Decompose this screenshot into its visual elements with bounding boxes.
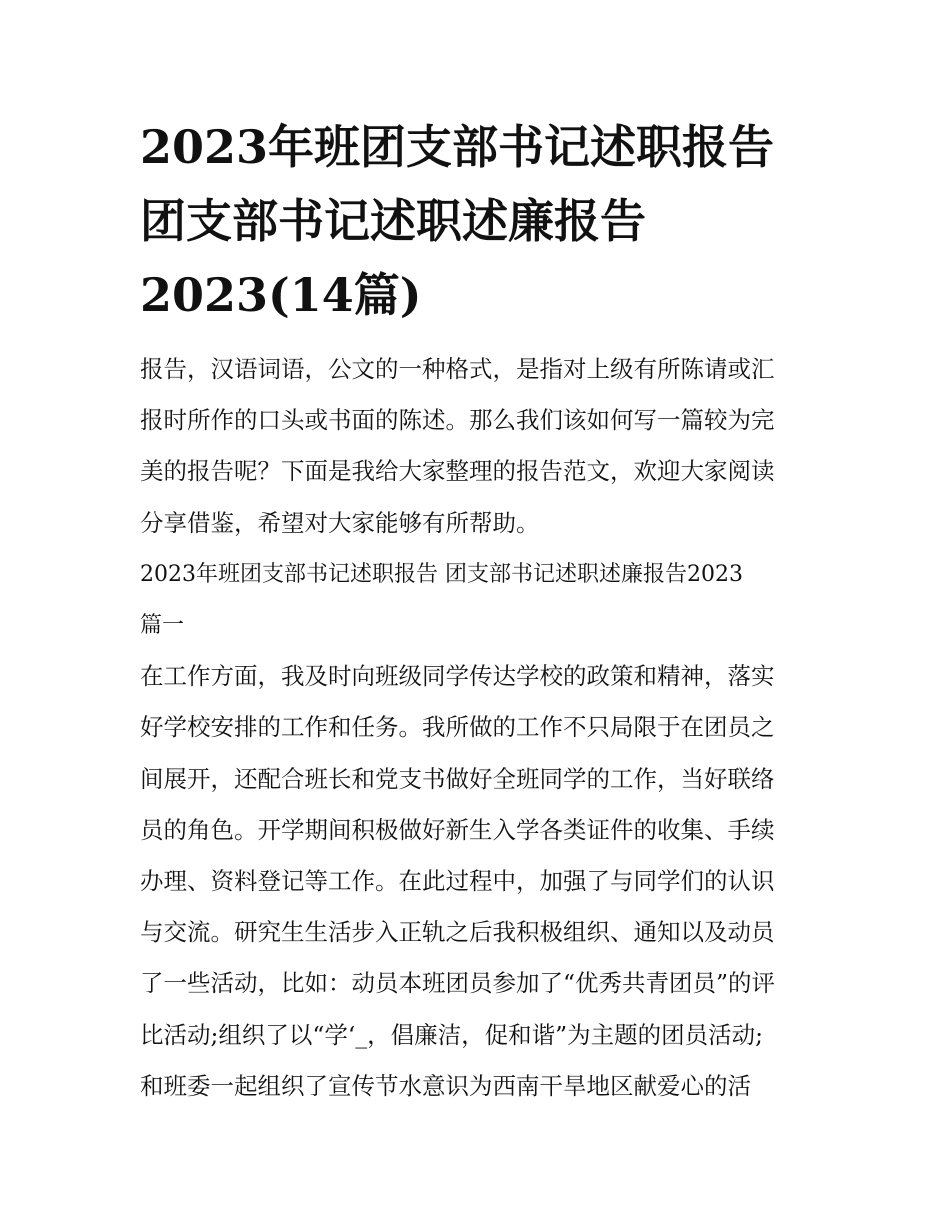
text-line: 办理、资料登记等工作。在此过程中，加强了与同学们的认识 <box>140 867 775 896</box>
text-line: 了一些活动，比如：动员本班团员参加了“优秀共青团员”的评 <box>140 969 776 998</box>
text-line: 好学校安排的工作和任务。我所做的工作不只局限于在团员之 <box>140 713 775 742</box>
document-page <box>140 110 812 1112</box>
text-line: 与交流。研究生生活步入正轨之后我积极组织、通知以及动员 <box>140 918 775 947</box>
document-body <box>140 344 812 1112</box>
text-line: 美的报告呢？下面是我给大家整理的报告范文，欢迎大家阅读 <box>140 457 775 486</box>
title-line: 2023(14篇) <box>140 268 422 322</box>
title-line: 2023年班团支部书记述职报告 <box>140 120 775 174</box>
text-line: 报告，汉语词语，公文的一种格式，是指对上级有所陈请或汇 <box>140 355 775 383</box>
body-paragraph <box>140 651 812 1112</box>
text-line: 在工作方面，我及时向班级同学传达学校的政策和精神，落实 <box>140 662 775 691</box>
text-line: 和班委一起组织了宣传节水意识为西南干旱地区献爱心的活 <box>140 1071 751 1100</box>
text-line: 篇一 <box>140 613 185 639</box>
text-line: 比活动;组织了以“学‘_，倡廉洁，促和谐”为主题的团员活动; <box>140 1020 764 1049</box>
section-heading <box>140 549 812 651</box>
text-line: 员的角色。开学期间积极做好新生入学各类证件的收集、手续 <box>140 815 775 844</box>
text-line: 间展开，还配合班长和党支书做好全班同学的工作，当好联络 <box>140 764 775 793</box>
intro-paragraph <box>140 344 812 549</box>
text-line: 分享借鉴，希望对大家能够有所帮助。 <box>140 508 540 537</box>
text-line: 报时所作的口头或书面的陈述。那么我们该如何写一篇较为完 <box>140 406 775 435</box>
text-line: 2023年班团支部书记述职报告 团支部书记述职述廉报告2023 <box>140 561 743 587</box>
title-line: 团支部书记述职述廉报告 <box>140 194 646 248</box>
document-title <box>140 110 812 332</box>
